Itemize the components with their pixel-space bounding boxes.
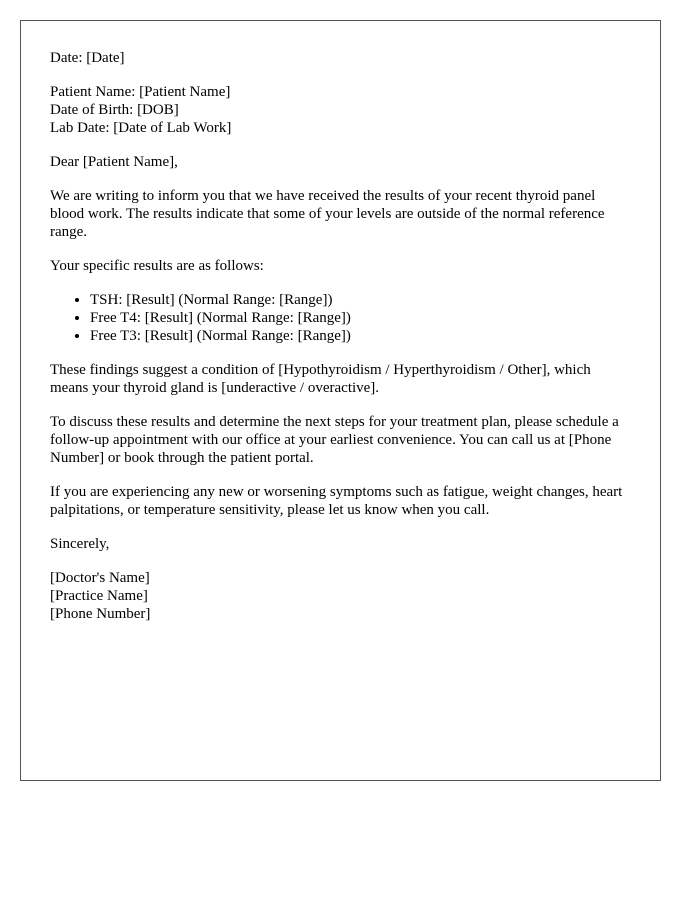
lab-date-line: Lab Date: [Date of Lab Work] [50,120,232,136]
results-intro: Your specific results are as follows: [50,258,264,274]
followup-paragraph: To discuss these results and determine the next steps for your treatment plan, please schedule a follow-up appointment with our office at your earliest convenience. You can call us at [Phone Number] or book through the patient portal. [50,414,619,466]
date-line: Date: [Date] [50,50,125,66]
result-item-tsh: • TSH: [Result] (Normal Range: [Range]) [90,291,631,309]
signature-doctor-name: [Doctor's Name] [50,570,150,586]
findings-paragraph: These findings suggest a condition of [Hypothyroidism / Hyperthyroidism / Other], which means your thyroid gland is [underactive / overactive]. [50,362,591,396]
result-item-free-t4: • Free T4: [Result] (Normal Range: [Range]) [90,309,631,327]
result-item-free-t3: • Free T3: [Result] (Normal Range: [Range]) [90,327,631,345]
letter-document [20,20,661,781]
results-list [50,291,631,345]
symptoms-paragraph: If you are experiencing any new or worsening symptoms such as fatigue, weight changes, heart palpitations, or temperature sensitivity, please let us know when you call. [50,484,623,518]
patient-info [50,83,631,137]
dob-line: Date of Birth: [DOB] [50,102,179,118]
signature-block [50,569,631,623]
closing: Sincerely, [50,536,110,552]
signature-phone-number: [Phone Number] [50,606,151,622]
intro-paragraph: We are writing to inform you that we have received the results of your recent thyroid panel blood work. The results indicate that some of your levels are outside of the normal reference range. [50,188,605,240]
salutation: Dear [Patient Name], [50,154,178,170]
patient-name-line: Patient Name: [Patient Name] [50,84,231,100]
signature-practice-name: [Practice Name] [50,588,148,604]
